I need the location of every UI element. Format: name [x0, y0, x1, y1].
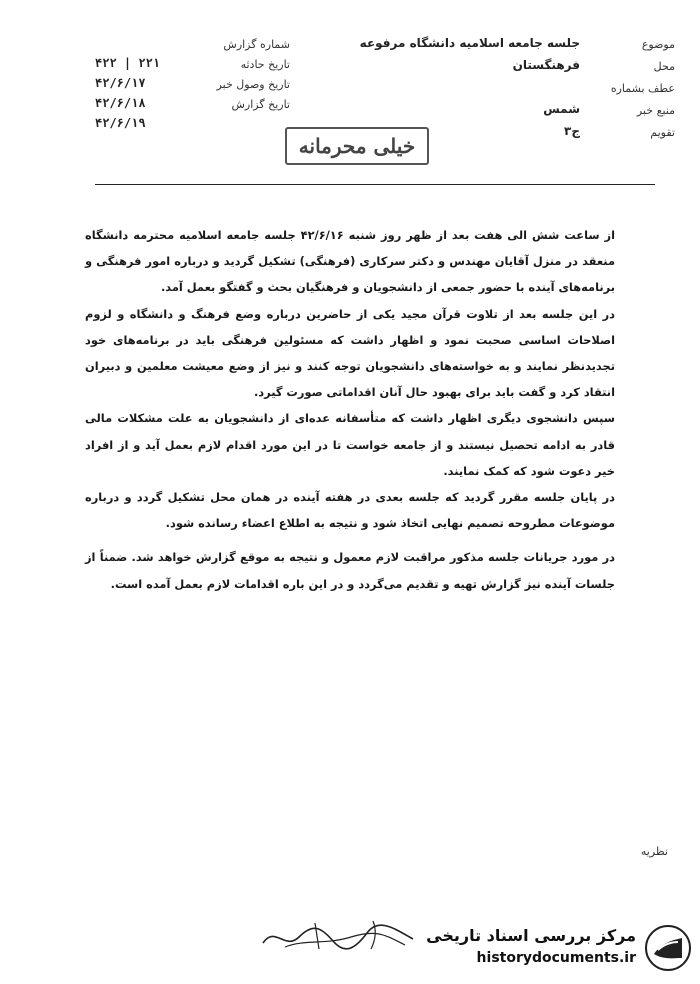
location-label: محل: [653, 60, 675, 73]
source-row: [345, 104, 675, 126]
signature: [255, 915, 420, 957]
receipt-date-label: تاریخ وصول خبر: [216, 78, 290, 91]
report-no-value: ۴۲۲ | ۲۲۱: [95, 56, 161, 70]
source-value: شمس: [543, 102, 580, 116]
location-row: [345, 60, 675, 82]
report-no-label: شماره گزارش: [223, 38, 290, 51]
watermark: [426, 920, 692, 980]
event-date-row: [90, 58, 290, 78]
body-paragraph-2: در این جلسه بعد از تلاوت قرآن مجید یکی از حاضرین درباره وضع فرهنگ و دانشگاه و لزوم اصلاحات اساسی صحبت نمود و اظهار داشت که مسئولین فرهنگی باید در برنامه‌های خود تجدیدنظر نمایند و به خواسته‌های دانشجویان توجه کنند و نیز از وضع معیشت معلمین و دبیران انتقاد کرد و گفت باید برای بهبود حال آنان اقداماتی صورت گیرد.: [85, 306, 615, 400]
report-date-label: تاریخ گزارش: [231, 98, 290, 111]
event-date-label: تاریخ حادثه: [240, 58, 290, 71]
report-date-value: ۴۲/۶/۱۹: [95, 116, 146, 130]
classification-stamp: خیلی محرمانه: [285, 127, 429, 165]
report-date-row: [90, 98, 290, 118]
watermark-title: مرکز بررسی اسناد تاریخی: [426, 926, 636, 945]
rating-value: ج۳: [564, 124, 580, 138]
header-left: [90, 38, 290, 138]
location-value: فرهنگستان: [512, 58, 580, 72]
file-row: [345, 82, 675, 104]
subject-label: موضوع: [641, 38, 675, 51]
archive-logo-icon: [644, 924, 692, 972]
report-no-row: [90, 38, 290, 58]
header-divider: [95, 184, 655, 185]
event-date-value: ۴۲/۶/۱۷: [95, 76, 146, 90]
note-label: نظریه: [640, 845, 668, 858]
subject-row: [345, 38, 675, 60]
body-paragraph-1: از ساعت شش الی هفت بعد از ظهر روز شنبه ۴۲/۶/۱۶ جلسه جامعه اسلامیه محترمه دانشگاه منعقد در منزل آقایان مهندس و دکتر سرکاری (فرهنگی) تشکیل گردید و درباره امور فرهنگی و برنامه‌های آینده با حضور جمعی از دانشجویان و فرهنگیان بحث و گفتگو بعمل آمد.: [85, 228, 615, 295]
report-body: [85, 222, 615, 597]
body-paragraph-3: سپس دانشجوی دیگری اظهار داشت که متأسفانه عده‌ای از دانشجویان به علت مشکلات مالی قادر به ادامه تحصیل نیستند و از جامعه خواست تا در این مورد اقدام لازم بعمل آید و از افراد خیر دعوت شود که کمک نمایند.: [85, 411, 615, 478]
body-paragraph-5: در مورد جریانات جلسه مذکور مراقبت لازم معمول و نتیجه به موقع گزارش خواهد شد. ضمناً از جلسات آینده نیز گزارش تهیه و تقدیم می‌گردد و در این باره اقدامات لازم بعمل آمده است.: [85, 550, 615, 591]
body-paragraph-4: در پایان جلسه مقرر گردید که جلسه بعدی در هفته آینده در همان محل تشکیل گردد و درباره موضوعات مطروحه تصمیم نهایی اتخاذ شود و نتیجه به اطلاع اعضاء رسانده شود.: [85, 490, 615, 531]
watermark-url: historydocuments.ir: [476, 950, 636, 966]
rating-label: تقویم: [650, 126, 675, 139]
receipt-date-value: ۴۲/۶/۱۸: [95, 96, 146, 110]
source-label: منبع خبر: [636, 104, 675, 117]
file-label: عطف بشماره: [610, 82, 675, 95]
subject-value: جلسه جامعه اسلامیه دانشگاه مرفوعه: [359, 36, 580, 50]
report-date-value-row: [90, 118, 290, 138]
receipt-date-row: [90, 78, 290, 98]
